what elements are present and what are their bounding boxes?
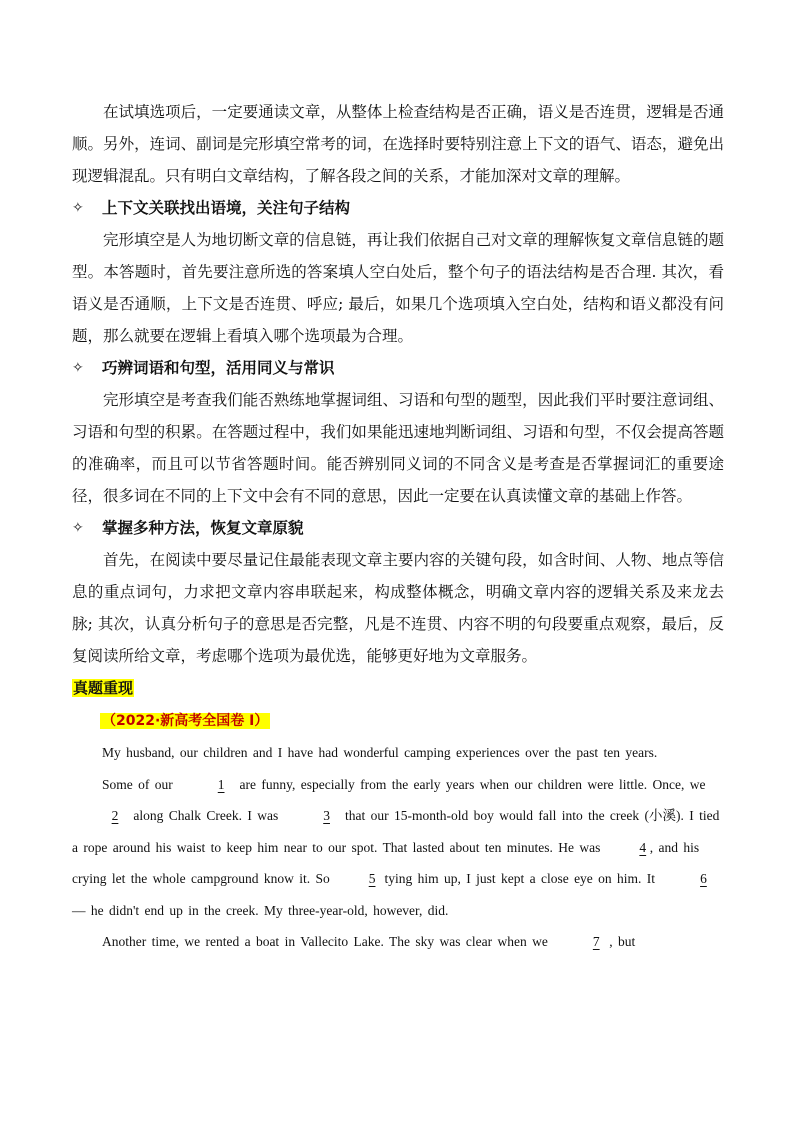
real-exam-label: 真题重现: [73, 679, 134, 697]
real-exam-row: [72, 672, 724, 704]
section-heading-text: 掌握多种方法，恢复文章原貌: [102, 519, 304, 537]
answer-blank-6[interactable]: 6: [700, 871, 707, 886]
answer-blank-1[interactable]: 1: [217, 776, 225, 792]
passage-paragraph: Another time, we rented a boat in Vallecito Lake. The sky was clear when we 7 , but: [72, 926, 724, 958]
document-page: [72, 96, 724, 958]
answer-blank-5[interactable]: 5: [368, 871, 376, 886]
section-heading: [72, 192, 724, 224]
diamond-icon: ✧: [72, 360, 84, 376]
section-vocabulary: [72, 352, 724, 512]
passage-paragraph: Some of our 1 are funny, especially from the early years when our children were little. Once, we 2 along Chalk Creek. I was 3 that our 15-month-old boy would fall into the creek (小溪). I tied a rope around his waist to keep him near to our spot. That lasted about ten minutes. He was 4 , and his crying let the whole campground know it. So 5 tying him up, I just kept a close eye on him. It 6 — he didn't end up in the creek. My three-year-old, however, did.: [72, 769, 724, 927]
intro-paragraph: 在试填选项后，一定要通读文章，从整体上检查结构是否正确，语义是否连贯，逻辑是否通顺。另外，连词、副词是完形填空常考的词，在选择时要特别注意上下文的语气、语态，避免出现逻辑混乱。只有明白文章结构，了解各段之间的关系，才能加深对文章的理解。: [72, 103, 724, 185]
passage-paragraph: My husband, our children and I have had wonderful camping experiences over the past ten years.: [102, 745, 658, 760]
cloze-passage: [72, 737, 724, 958]
answer-blank-3[interactable]: 3: [323, 808, 330, 823]
section-heading-text: 上下文关联找出语境，关注句子结构: [102, 199, 351, 217]
section-body: 完形填空是人为地切断文章的信息链，再让我们依据自己对文章的理解恢复文章信息链的题型。本答题时，首先要注意所选的答案填人空白处后，整个句子的语法结构是否合理. 其次，看语义是否通顺，上下文是否连贯、呼应; 最后，如果几个选项填入空白处，结构和语义都没有问题，那么就要在逻辑上看填入哪个选项最为合理。: [72, 231, 724, 345]
section-body: 完形填空是考查我们能否熟练地掌握词组、习语和句型的题型，因此我们平时要注意词组、习语和句型的积累。在答题过程中，我们如果能迅速地判断词组、习语和句型，不仅会提高答题的准确率，而且可以节省答题时间。能否辨别同义词的不同含义是考查是否掌握词汇的重要途径，很多词在不同的上下文中会有不同的意思，因此一定要在认真读懂文章的基础上作答。: [72, 391, 724, 505]
section-body: 首先，在阅读中要尽量记住最能表现文章主要内容的关键句段，如含时间、人物、地点等信息的重点词句，力求把文章内容串联起来，构成整体概念，明确文章内容的逻辑关系及来龙去脉; 其次，认真分析句子的意思是否完整，凡是不连贯、内容不明的句段要重点观察，最后，反复阅读所给文章，考虑哪个选项为最优选，能够更好地为文章服务。: [72, 551, 724, 665]
diamond-icon: ✧: [72, 520, 84, 536]
exam-source-row: [72, 704, 724, 737]
diamond-icon: ✧: [72, 200, 84, 216]
answer-blank-4[interactable]: 4: [639, 839, 647, 855]
answer-blank-2[interactable]: 2: [111, 808, 119, 823]
answer-blank-7[interactable]: 7: [592, 934, 600, 949]
section-heading: [72, 352, 724, 384]
exam-source: （2022·新高考全国卷 I）: [102, 713, 269, 729]
section-methods: [72, 512, 724, 672]
section-heading: [72, 512, 724, 544]
section-heading-text: 巧辨词语和句型，活用同义与常识: [102, 359, 335, 377]
section-context: [72, 192, 724, 352]
